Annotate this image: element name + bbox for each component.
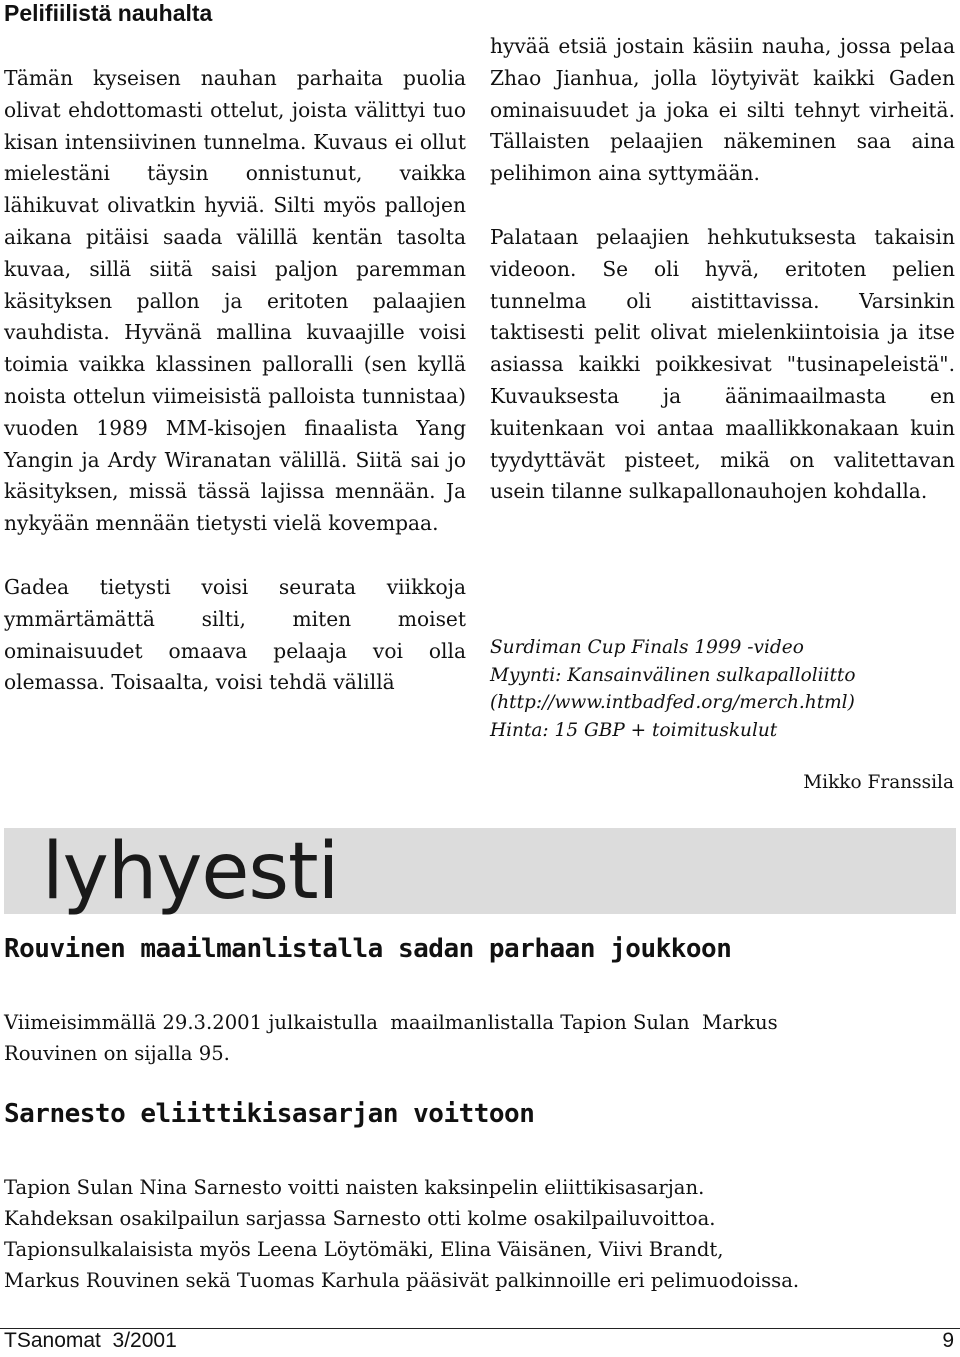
news-line: Rouvinen on sijalla 95. — [4, 1042, 230, 1065]
article-title: Pelifiilistä nauhalta — [4, 0, 213, 26]
section-banner — [4, 827, 956, 917]
video-title: Surdiman Cup Finals 1999 -video — [490, 637, 804, 658]
news-line: Tapionsulkalaisista myös Leena Löytömäki, Elina Väisänen, Viivi Brandt, — [4, 1238, 724, 1261]
article-author: Mikko Franssila — [803, 772, 954, 793]
page-number: 9 — [942, 1329, 954, 1352]
article-left-column — [4, 63, 466, 699]
article-paragraph: hyvää etsiä jostain käsiin nauha, jossa pelaa Zhao Jianhua, jolla löytyivät kaikki Gaden ominaisuudet ja joka ei silti tehnyt virheitä. Tällaisten pelaajien näkeminen saa aina pelihimon aina syttymään. — [490, 34, 955, 186]
article-paragraph: Tämän kyseisen nauhan parhaita puolia olivat ehdottomasti ottelut, joista välittyi tuo kisan intensiivinen tunnelma. Kuvaus ei ollut mielestäni täysin onnistunut, vaikka lähikuvat olivatkin hyviä. Silti myös pallojen aikana pitäisi saada välillä kentän tasolta kuvaa, sillä siitä saisi paljon paremman käsityksen pallon ja eritoten palaajien vauhdista. Hyvänä mallina kuvaajille voisi toimia vaikka klassinen palloralli (sen kyllä noista ottelun viimeisistä palloista tunnistaa) vuoden 1989 MM-kisojen finaalista Yang Yangin ja Ardy Wiranatan välillä. Siitä sai jo käsityksen, missä tässä lajissa mennään. Ja nykyään mennään tietysti vielä kovempaa. — [4, 66, 466, 536]
news-line: Markus Rouvinen sekä Tuomas Karhula pääsivät palkinnoille eri pelimuodoissa. — [4, 1269, 800, 1292]
news-body — [4, 1007, 954, 1069]
footer-publication: TSanomat 3/2001 — [4, 1329, 177, 1352]
video-seller: Myynti: Kansainvälinen sulkapalloliitto — [490, 664, 856, 686]
news-title: Sarnesto eliittikisasarjan voittoon — [4, 1099, 535, 1129]
news-title: Rouvinen maailmanlistalla sadan parhaan joukkoon — [4, 934, 732, 964]
news-line: Tapion Sulan Nina Sarnesto voitti naisten kaksinpelin eliittikisasarjan. — [4, 1176, 705, 1199]
video-url: (http://www.intbadfed.org/merch.html) — [490, 692, 855, 713]
news-line: Viimeisimmällä 29.3.2001 julkaistulla maailmanlistalla Tapion Sulan Markus — [4, 1011, 778, 1034]
article-paragraph: Palataan pelaajien hehkutuksesta takaisin videoon. Se oli hyvä, eritoten pelien tunnelma oli aistittavissa. Varsinkin taktisesti pelit olivat mielenkiintoisia ja itse asiassa kaikki poikkesivat "tusinapeleistä". Kuvauksesta ja äänimaailmasta en kuitenkaan voi antaa maallikkonakaan kuin tyydyttävät pisteet, mikä on valitettavan usein tilanne sulkapallonauhojen kohdalla. — [490, 224, 955, 504]
article-paragraph: Gadea tietysti voisi seurata viikkoja ymmärtämättä silti, miten moiset ominaisuudet omaava pelaaja voi olla olemassa. Toisaalta, voisi tehdä välillä — [4, 574, 466, 695]
news-body — [4, 1172, 954, 1296]
section-label: lyhyesti — [42, 827, 339, 917]
news-line: Kahdeksan osakilpailun sarjassa Sarnesto otti kolme osakilpailuvoittoa. — [4, 1207, 716, 1230]
video-price: Hinta: 15 GBP + toimituskulut — [490, 719, 778, 741]
article-right-column — [490, 31, 955, 508]
video-info — [490, 634, 960, 744]
